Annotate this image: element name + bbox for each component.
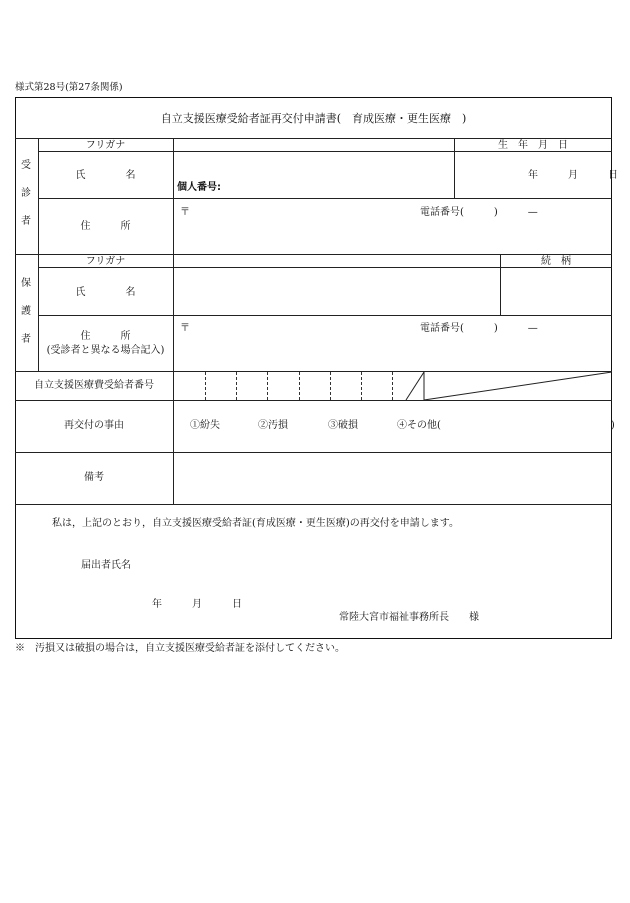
form-title: 自立支援医療受給者証再交付申請書( 育成医療・更生医療 ) (160, 112, 467, 125)
guardian-furigana-label: フリガナ (85, 256, 126, 267)
guardian-section-label: 保 護 者 (21, 278, 31, 345)
patient-birth-value: 年 月 日 (528, 170, 618, 181)
patient-my-number-label: 個人番号: (177, 182, 221, 193)
patient-postal-mark: 〒 (180, 207, 190, 218)
rule-patient-name (38, 198, 612, 199)
patient-furigana-field[interactable] (174, 139, 453, 151)
guardian-address-field[interactable] (174, 336, 611, 370)
addressee: 常陸大宮市福祉事務所長 様 (339, 612, 479, 623)
guardian-address-label: 住 所 (80, 331, 131, 342)
recipient-number-label: 自立支援医療費受給者番号 (34, 380, 154, 391)
guardian-address-note: (受診者と異なる場合記入) (46, 345, 165, 356)
guardian-relation-label: 続 柄 (541, 256, 571, 267)
patient-address-field[interactable] (174, 220, 611, 253)
patient-name-label: 氏 名 (75, 170, 136, 181)
reason-option-other[interactable]: ④その他( ) (397, 420, 615, 431)
patient-furigana-label: フリガナ (85, 140, 126, 151)
patient-address-label: 住 所 (80, 221, 131, 232)
guardian-relation-field[interactable] (501, 268, 611, 314)
guardian-name-label: 氏 名 (75, 287, 136, 298)
rule-label-column (173, 138, 174, 504)
reason-option-lost[interactable]: ①紛失 (190, 420, 220, 431)
recipient-number-field[interactable] (174, 372, 424, 400)
remarks-field[interactable] (174, 453, 611, 503)
guardian-furigana-field[interactable] (174, 255, 499, 267)
rule-remarks-bottom (15, 504, 612, 505)
patient-section-label: 受 診 者 (21, 160, 31, 227)
rule-recipient-bottom (15, 400, 612, 401)
rule-guardian-name (38, 315, 612, 316)
form-number: 様式第28号(第27条関係) (15, 82, 123, 93)
reason-option-soiled[interactable]: ②汚損 (258, 420, 288, 431)
footnote: ※ 汚損又は破損の場合は，自立支援医療受給者証を添付してください。 (15, 643, 345, 654)
patient-phone-label: 電話番号( ) — (420, 207, 538, 218)
patient-name-field[interactable] (174, 152, 453, 182)
reason-option-damaged[interactable]: ③破損 (328, 420, 358, 431)
applicant-name-field[interactable] (150, 554, 450, 576)
remarks-label: 備考 (84, 472, 104, 483)
applicant-name-label: 届出者氏名 (81, 560, 131, 571)
application-date-label: 年 月 日 (152, 599, 242, 610)
patient-birth-label: 生 年 月 日 (498, 140, 568, 151)
guardian-phone-label: 電話番号( ) — (420, 323, 538, 334)
declaration-statement: 私は，上記のとおり，自立支援医療受給者証(育成医療・更生医療)の再交付を申請します。 (52, 518, 460, 529)
guardian-name-field[interactable] (174, 268, 499, 314)
guardian-postal-mark: 〒 (180, 323, 190, 334)
reason-label: 再交付の事由 (64, 420, 124, 431)
